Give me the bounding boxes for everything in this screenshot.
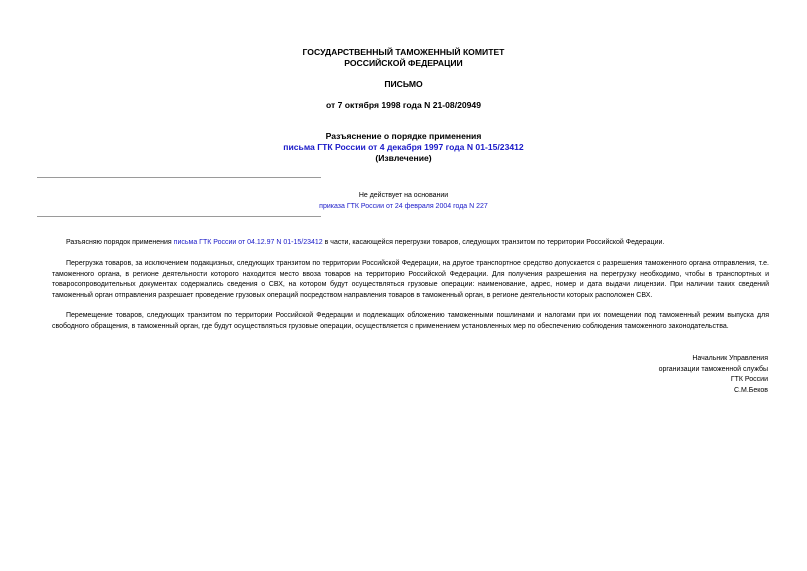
signature-title-line2: организации таможенной службы	[658, 365, 768, 373]
signature-organization: ГТК России	[730, 376, 768, 384]
signature-block	[659, 354, 768, 396]
body-paragraph-3: Перемещение товаров, следующих транзитом по территории Российской Федерации и подлежащих обложению таможенными пошлинами и налогами при их помещении под таможенный режим выпуска для свободного обращения, в таможенный орган, где будут осуществляться грузовые операции, осуществляется с применением установленных мер по обеспечению соблюдения таможенного законодательства.	[52, 312, 769, 330]
org-name-line2: РОССИЙСКОЙ ФЕДЕРАЦИИ	[344, 58, 463, 68]
status-note: Не действует на основании	[358, 192, 449, 199]
signature-title-line1: Начальник Управления	[692, 355, 768, 362]
p1-text-after: в части, касающейся перегрузки товаров, следующих транзитом по территории Российской Федерации.	[322, 239, 665, 246]
document-type	[0, 79, 807, 90]
org-name-line1: ГОСУДАРСТВЕННЫЙ ТАМОЖЕННЫЙ КОМИТЕТ	[302, 47, 505, 57]
issuing-organization	[0, 47, 807, 69]
doc-date-number-text: от 7 октября 1998 года N 21-08/20949	[325, 100, 481, 110]
p1-text-before: Разъясняю порядок применения	[66, 239, 174, 246]
document-subject	[0, 131, 807, 164]
body-paragraph-1	[52, 238, 769, 249]
subject-line1: Разъяснение о порядке применения	[325, 131, 482, 141]
document-date-number	[0, 100, 807, 111]
subject-extract-note: (Извлечение)	[375, 153, 432, 163]
signature-name: С.М.Беков	[733, 386, 768, 394]
subject-letter-link[interactable]: письма ГТК России от 4 декабря 1997 года N 01-15/23412	[283, 142, 524, 152]
body-paragraph-2: Перегрузка товаров, за исключением подакцизных, следующих транзитом по территории Российской Федерации, на другое транспортное средство допускается с разрешения таможенного органа отправления, т.е. таможенного органа, в регионе деятельности которого находится место ввоза товаров на территорию Российской Федерации. Для получения разрешения на перегрузку необходимо, чтобы в транспортных и товаросопроводительных документах содержались сведения о СВХ, на котором будут осуществляться грузовые операции: наименование, адрес, номер и дата выдачи лицензии. При наличии таких сведений таможенный орган отправления разрешает проведение грузовых операций посредством направления товаров в таможенный орган, в регионе деятельности которых расположен СВХ.	[52, 260, 769, 299]
status-order-link[interactable]: приказа ГТК России от 24 февраля 2004 года N 227	[319, 203, 488, 210]
status-order-wrap	[0, 201, 807, 212]
status-divider-bottom	[37, 216, 321, 217]
doc-type-label: ПИСЬМО	[384, 79, 423, 89]
status-divider-top	[37, 177, 321, 178]
p1-letter-link[interactable]: письма ГТК России от 04.12.97 N 01-15/23412	[173, 239, 323, 246]
